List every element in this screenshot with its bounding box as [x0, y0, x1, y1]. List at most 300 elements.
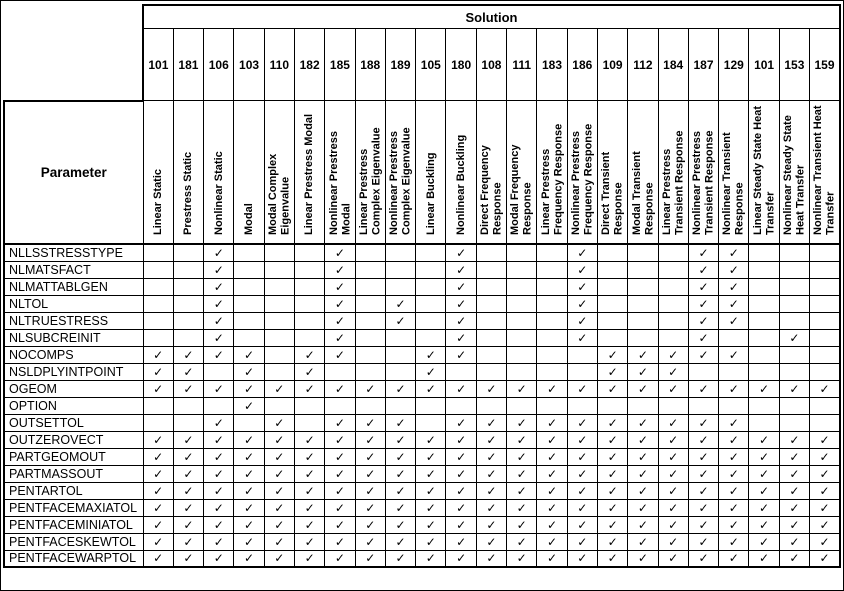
check-mark-cell: ✓	[810, 533, 840, 550]
check-mark-cell: ✓	[719, 482, 749, 499]
empty-cell	[355, 346, 385, 363]
empty-cell	[810, 346, 840, 363]
empty-cell	[264, 346, 294, 363]
parameter-name: OUTZEROVECT	[4, 431, 143, 448]
empty-cell	[476, 346, 506, 363]
check-mark-cell: ✓	[476, 414, 506, 431]
solution-code-1: 181	[173, 29, 203, 101]
check-mark-cell: ✓	[507, 380, 537, 397]
check-mark-cell: ✓	[234, 397, 264, 414]
check-mark-cell: ✓	[688, 278, 718, 295]
solution-label-text: Prestress Static	[182, 151, 195, 235]
check-mark-cell: ✓	[234, 465, 264, 482]
check-mark-cell: ✓	[355, 516, 385, 533]
check-mark-cell: ✓	[446, 448, 476, 465]
check-mark-cell: ✓	[779, 499, 809, 516]
empty-cell	[355, 363, 385, 380]
check-mark-cell: ✓	[688, 244, 718, 261]
check-mark-cell: ✓	[567, 550, 597, 567]
table-row-pentfaceskewtol	[4, 533, 840, 550]
check-mark-cell: ✓	[597, 414, 627, 431]
solution-label-cell-10	[446, 101, 476, 245]
check-mark-cell: ✓	[658, 448, 688, 465]
check-mark-cell: ✓	[628, 533, 658, 550]
check-mark-cell: ✓	[779, 448, 809, 465]
check-mark-cell: ✓	[325, 244, 355, 261]
empty-cell	[779, 346, 809, 363]
check-mark-cell: ✓	[385, 533, 415, 550]
check-mark-cell: ✓	[719, 448, 749, 465]
check-mark-cell: ✓	[810, 499, 840, 516]
check-mark-cell: ✓	[537, 448, 567, 465]
empty-cell	[173, 397, 203, 414]
check-mark-cell: ✓	[204, 465, 234, 482]
solution-label-text: Nonlinear Prestress Frequency Response	[569, 123, 595, 235]
empty-cell	[234, 244, 264, 261]
table-row-pentfaceminiatol	[4, 516, 840, 533]
solution-label-text: Nonlinear Transient Response	[721, 132, 746, 235]
table-row-nocomps	[4, 346, 840, 363]
check-mark-cell: ✓	[143, 380, 173, 397]
empty-cell	[143, 295, 173, 312]
parameter-name: NLMATSFACT	[4, 261, 143, 278]
empty-cell	[294, 312, 324, 329]
check-mark-cell: ✓	[234, 499, 264, 516]
check-mark-cell: ✓	[597, 499, 627, 516]
check-mark-cell: ✓	[446, 550, 476, 567]
check-mark-cell: ✓	[719, 516, 749, 533]
empty-cell	[537, 346, 567, 363]
empty-cell	[476, 312, 506, 329]
empty-cell	[355, 295, 385, 312]
check-mark-cell: ✓	[537, 465, 567, 482]
solution-label-text: Modal Transient Response	[630, 151, 655, 235]
check-mark-cell: ✓	[597, 465, 627, 482]
check-mark-cell: ✓	[325, 261, 355, 278]
check-mark-cell: ✓	[537, 516, 567, 533]
parameter-name: PENTFACESKEWTOL	[4, 533, 143, 550]
parameter-name: PENTFACEMINIATOL	[4, 516, 143, 533]
check-mark-cell: ✓	[234, 346, 264, 363]
solution-code-19: 129	[719, 29, 749, 101]
empty-cell	[628, 295, 658, 312]
solution-code-0: 101	[143, 29, 173, 101]
empty-cell	[749, 363, 779, 380]
check-mark-cell: ✓	[204, 516, 234, 533]
check-mark-cell: ✓	[537, 533, 567, 550]
check-mark-cell: ✓	[446, 261, 476, 278]
check-mark-cell: ✓	[567, 465, 597, 482]
parameter-name: PARTGEOMOUT	[4, 448, 143, 465]
corner-spacer-mid	[4, 29, 143, 101]
check-mark-cell: ✓	[628, 380, 658, 397]
empty-cell	[597, 261, 627, 278]
empty-cell	[507, 295, 537, 312]
empty-cell	[719, 397, 749, 414]
check-mark-cell: ✓	[446, 465, 476, 482]
check-mark-cell: ✓	[446, 482, 476, 499]
check-mark-cell: ✓	[567, 448, 597, 465]
check-mark-cell: ✓	[385, 414, 415, 431]
check-mark-cell: ✓	[204, 261, 234, 278]
check-mark-cell: ✓	[688, 465, 718, 482]
solution-label-cell-19	[719, 101, 749, 245]
solution-group-row	[4, 5, 840, 29]
empty-cell	[537, 312, 567, 329]
check-mark-cell: ✓	[294, 533, 324, 550]
check-mark-cell: ✓	[688, 380, 718, 397]
empty-cell	[658, 312, 688, 329]
check-mark-cell: ✓	[355, 499, 385, 516]
empty-cell	[173, 244, 203, 261]
check-mark-cell: ✓	[537, 550, 567, 567]
empty-cell	[385, 363, 415, 380]
empty-cell	[749, 414, 779, 431]
empty-cell	[385, 397, 415, 414]
check-mark-cell: ✓	[173, 550, 203, 567]
empty-cell	[779, 278, 809, 295]
check-mark-cell: ✓	[325, 448, 355, 465]
empty-cell	[173, 278, 203, 295]
check-mark-cell: ✓	[173, 516, 203, 533]
check-mark-cell: ✓	[416, 550, 446, 567]
empty-cell	[628, 329, 658, 346]
empty-cell	[537, 295, 567, 312]
check-mark-cell: ✓	[628, 448, 658, 465]
empty-cell	[355, 244, 385, 261]
solution-code-2: 106	[204, 29, 234, 101]
empty-cell	[416, 295, 446, 312]
solution-label-cell-13	[537, 101, 567, 245]
check-mark-cell: ✓	[779, 380, 809, 397]
empty-cell	[173, 329, 203, 346]
check-mark-cell: ✓	[779, 550, 809, 567]
empty-cell	[628, 397, 658, 414]
check-mark-cell: ✓	[204, 499, 234, 516]
solution-group-header: Solution	[143, 5, 840, 29]
check-mark-cell: ✓	[810, 380, 840, 397]
check-mark-cell: ✓	[385, 482, 415, 499]
empty-cell	[597, 244, 627, 261]
check-mark-cell: ✓	[810, 465, 840, 482]
check-mark-cell: ✓	[628, 499, 658, 516]
check-mark-cell: ✓	[173, 499, 203, 516]
check-mark-cell: ✓	[446, 414, 476, 431]
empty-cell	[749, 346, 779, 363]
check-mark-cell: ✓	[294, 363, 324, 380]
empty-cell	[143, 329, 173, 346]
check-mark-cell: ✓	[719, 312, 749, 329]
check-mark-cell: ✓	[294, 482, 324, 499]
empty-cell	[537, 329, 567, 346]
check-mark-cell: ✓	[628, 431, 658, 448]
check-mark-cell: ✓	[264, 465, 294, 482]
table-row-nltol	[4, 295, 840, 312]
check-mark-cell: ✓	[173, 465, 203, 482]
check-mark-cell: ✓	[294, 499, 324, 516]
empty-cell	[476, 244, 506, 261]
check-mark-cell: ✓	[204, 431, 234, 448]
solution-label-text: Nonlinear Buckling	[454, 134, 467, 235]
check-mark-cell: ✓	[355, 414, 385, 431]
check-mark-cell: ✓	[567, 499, 597, 516]
table-row-option	[4, 397, 840, 414]
solution-code-16: 112	[628, 29, 658, 101]
check-mark-cell: ✓	[294, 380, 324, 397]
check-mark-cell: ✓	[567, 244, 597, 261]
solution-code-21: 153	[779, 29, 809, 101]
check-mark-cell: ✓	[719, 278, 749, 295]
check-mark-cell: ✓	[264, 448, 294, 465]
check-mark-cell: ✓	[597, 516, 627, 533]
solution-label-text: Modal	[242, 203, 255, 235]
solution-code-17: 184	[658, 29, 688, 101]
check-mark-cell: ✓	[779, 482, 809, 499]
check-mark-cell: ✓	[476, 516, 506, 533]
check-mark-cell: ✓	[294, 516, 324, 533]
table-row-nlsubcreinit	[4, 329, 840, 346]
check-mark-cell: ✓	[294, 550, 324, 567]
check-mark-cell: ✓	[507, 465, 537, 482]
check-mark-cell: ✓	[567, 516, 597, 533]
empty-cell	[749, 312, 779, 329]
parameter-name: PENTFACEMAXIATOL	[4, 499, 143, 516]
check-mark-cell: ✓	[658, 499, 688, 516]
solution-label-cell-4	[264, 101, 294, 245]
empty-cell	[416, 414, 446, 431]
empty-cell	[325, 397, 355, 414]
solution-label-cell-7	[355, 101, 385, 245]
check-mark-cell: ✓	[688, 431, 718, 448]
empty-cell	[779, 397, 809, 414]
empty-cell	[234, 278, 264, 295]
empty-cell	[537, 278, 567, 295]
check-mark-cell: ✓	[385, 465, 415, 482]
empty-cell	[264, 363, 294, 380]
check-mark-cell: ✓	[446, 312, 476, 329]
empty-cell	[810, 363, 840, 380]
check-mark-cell: ✓	[779, 329, 809, 346]
empty-cell	[416, 244, 446, 261]
check-mark-cell: ✓	[173, 380, 203, 397]
check-mark-cell: ✓	[416, 465, 446, 482]
check-mark-cell: ✓	[597, 448, 627, 465]
check-mark-cell: ✓	[567, 278, 597, 295]
check-mark-cell: ✓	[779, 516, 809, 533]
empty-cell	[658, 261, 688, 278]
empty-cell	[173, 295, 203, 312]
check-mark-cell: ✓	[658, 533, 688, 550]
empty-cell	[476, 261, 506, 278]
check-mark-cell: ✓	[204, 550, 234, 567]
check-mark-cell: ✓	[537, 482, 567, 499]
check-mark-cell: ✓	[446, 499, 476, 516]
empty-cell	[264, 244, 294, 261]
empty-cell	[355, 312, 385, 329]
check-mark-cell: ✓	[173, 346, 203, 363]
check-mark-cell: ✓	[779, 431, 809, 448]
table-row-nlmattablgen	[4, 278, 840, 295]
solution-code-10: 180	[446, 29, 476, 101]
check-mark-cell: ✓	[385, 550, 415, 567]
empty-cell	[446, 363, 476, 380]
solution-code-22: 159	[810, 29, 840, 101]
empty-cell	[416, 329, 446, 346]
empty-cell	[719, 363, 749, 380]
check-mark-cell: ✓	[688, 533, 718, 550]
empty-cell	[537, 244, 567, 261]
check-mark-cell: ✓	[385, 431, 415, 448]
check-mark-cell: ✓	[537, 499, 567, 516]
check-mark-cell: ✓	[476, 448, 506, 465]
check-mark-cell: ✓	[173, 431, 203, 448]
check-mark-cell: ✓	[204, 482, 234, 499]
solution-code-15: 109	[597, 29, 627, 101]
solution-label-text: Direct Transient Response	[600, 151, 625, 235]
check-mark-cell: ✓	[658, 346, 688, 363]
check-mark-cell: ✓	[749, 380, 779, 397]
solution-label-cell-14	[567, 101, 597, 245]
check-mark-cell: ✓	[264, 482, 294, 499]
check-mark-cell: ✓	[597, 482, 627, 499]
solution-code-8: 189	[385, 29, 415, 101]
solution-code-3: 103	[234, 29, 264, 101]
check-mark-cell: ✓	[385, 295, 415, 312]
empty-cell	[507, 278, 537, 295]
check-mark-cell: ✓	[719, 261, 749, 278]
check-mark-cell: ✓	[567, 329, 597, 346]
check-mark-cell: ✓	[567, 295, 597, 312]
empty-cell	[507, 363, 537, 380]
solution-label-text: Linear Prestress Complex Eigenvalue	[357, 127, 383, 235]
check-mark-cell: ✓	[658, 414, 688, 431]
empty-cell	[264, 397, 294, 414]
solution-label-cell-17	[658, 101, 688, 245]
empty-cell	[234, 295, 264, 312]
check-mark-cell: ✓	[688, 346, 718, 363]
check-mark-cell: ✓	[173, 448, 203, 465]
empty-cell	[749, 295, 779, 312]
check-mark-cell: ✓	[264, 533, 294, 550]
check-mark-cell: ✓	[204, 414, 234, 431]
table-row-pentfacemaxiatol	[4, 499, 840, 516]
empty-cell	[355, 397, 385, 414]
empty-cell	[779, 312, 809, 329]
solution-label-cell-11	[476, 101, 506, 245]
empty-cell	[597, 278, 627, 295]
table-row-nsldplyintpoint	[4, 363, 840, 380]
empty-cell	[537, 397, 567, 414]
check-mark-cell: ✓	[234, 380, 264, 397]
empty-cell	[325, 363, 355, 380]
check-mark-cell: ✓	[719, 465, 749, 482]
empty-cell	[294, 397, 324, 414]
check-mark-cell: ✓	[325, 278, 355, 295]
check-mark-cell: ✓	[537, 431, 567, 448]
empty-cell	[810, 278, 840, 295]
solution-label-cell-12	[507, 101, 537, 245]
solution-label-text: Linear Prestress Frequency Response	[539, 123, 564, 235]
check-mark-cell: ✓	[143, 363, 173, 380]
empty-cell	[143, 414, 173, 431]
parameter-name: PARTMASSOUT	[4, 465, 143, 482]
solution-label-text: Direct Frequency Response	[479, 145, 504, 235]
solution-label-cell-3	[234, 101, 264, 245]
check-mark-cell: ✓	[507, 414, 537, 431]
check-mark-cell: ✓	[567, 431, 597, 448]
empty-cell	[416, 312, 446, 329]
solution-label-cell-6	[325, 101, 355, 245]
check-mark-cell: ✓	[264, 380, 294, 397]
solution-label-text: Nonlinear Prestress Complex Eigenvalue	[388, 127, 413, 235]
solution-label-cell-1	[173, 101, 203, 245]
check-mark-cell: ✓	[264, 550, 294, 567]
check-mark-cell: ✓	[507, 431, 537, 448]
empty-cell	[688, 363, 718, 380]
check-mark-cell: ✓	[507, 550, 537, 567]
empty-cell	[779, 295, 809, 312]
check-mark-cell: ✓	[355, 465, 385, 482]
check-mark-cell: ✓	[204, 312, 234, 329]
table-row-outsettol	[4, 414, 840, 431]
parameter-solution-table	[3, 4, 841, 568]
empty-cell	[355, 329, 385, 346]
empty-cell	[779, 261, 809, 278]
table-row-nlmatsfact	[4, 261, 840, 278]
empty-cell	[719, 329, 749, 346]
check-mark-cell: ✓	[719, 295, 749, 312]
check-mark-cell: ✓	[749, 516, 779, 533]
check-mark-cell: ✓	[597, 346, 627, 363]
check-mark-cell: ✓	[476, 431, 506, 448]
solution-code-18: 187	[688, 29, 718, 101]
check-mark-cell: ✓	[204, 278, 234, 295]
empty-cell	[597, 329, 627, 346]
check-mark-cell: ✓	[597, 380, 627, 397]
check-mark-cell: ✓	[264, 516, 294, 533]
check-mark-cell: ✓	[416, 380, 446, 397]
check-mark-cell: ✓	[597, 431, 627, 448]
check-mark-cell: ✓	[143, 482, 173, 499]
check-mark-cell: ✓	[385, 312, 415, 329]
empty-cell	[810, 261, 840, 278]
solution-label-text: Modal Frequency Response	[509, 144, 534, 235]
parameter-name: NLSUBCREINIT	[4, 329, 143, 346]
check-mark-cell: ✓	[294, 465, 324, 482]
empty-cell	[749, 244, 779, 261]
check-mark-cell: ✓	[749, 448, 779, 465]
solution-code-20: 101	[749, 29, 779, 101]
check-mark-cell: ✓	[416, 346, 446, 363]
check-mark-cell: ✓	[597, 533, 627, 550]
check-mark-cell: ✓	[173, 363, 203, 380]
check-mark-cell: ✓	[143, 516, 173, 533]
check-mark-cell: ✓	[325, 295, 355, 312]
check-mark-cell: ✓	[325, 414, 355, 431]
empty-cell	[264, 278, 294, 295]
solution-label-text: Linear Steady State Heat Transfer	[751, 106, 777, 235]
empty-cell	[476, 278, 506, 295]
check-mark-cell: ✓	[567, 414, 597, 431]
empty-cell	[234, 329, 264, 346]
empty-cell	[567, 397, 597, 414]
check-mark-cell: ✓	[446, 346, 476, 363]
solution-label-text: Linear Prestress Modal	[303, 113, 316, 235]
solution-label-cell-20	[749, 101, 779, 245]
check-mark-cell: ✓	[476, 533, 506, 550]
check-mark-cell: ✓	[325, 312, 355, 329]
empty-cell	[234, 261, 264, 278]
